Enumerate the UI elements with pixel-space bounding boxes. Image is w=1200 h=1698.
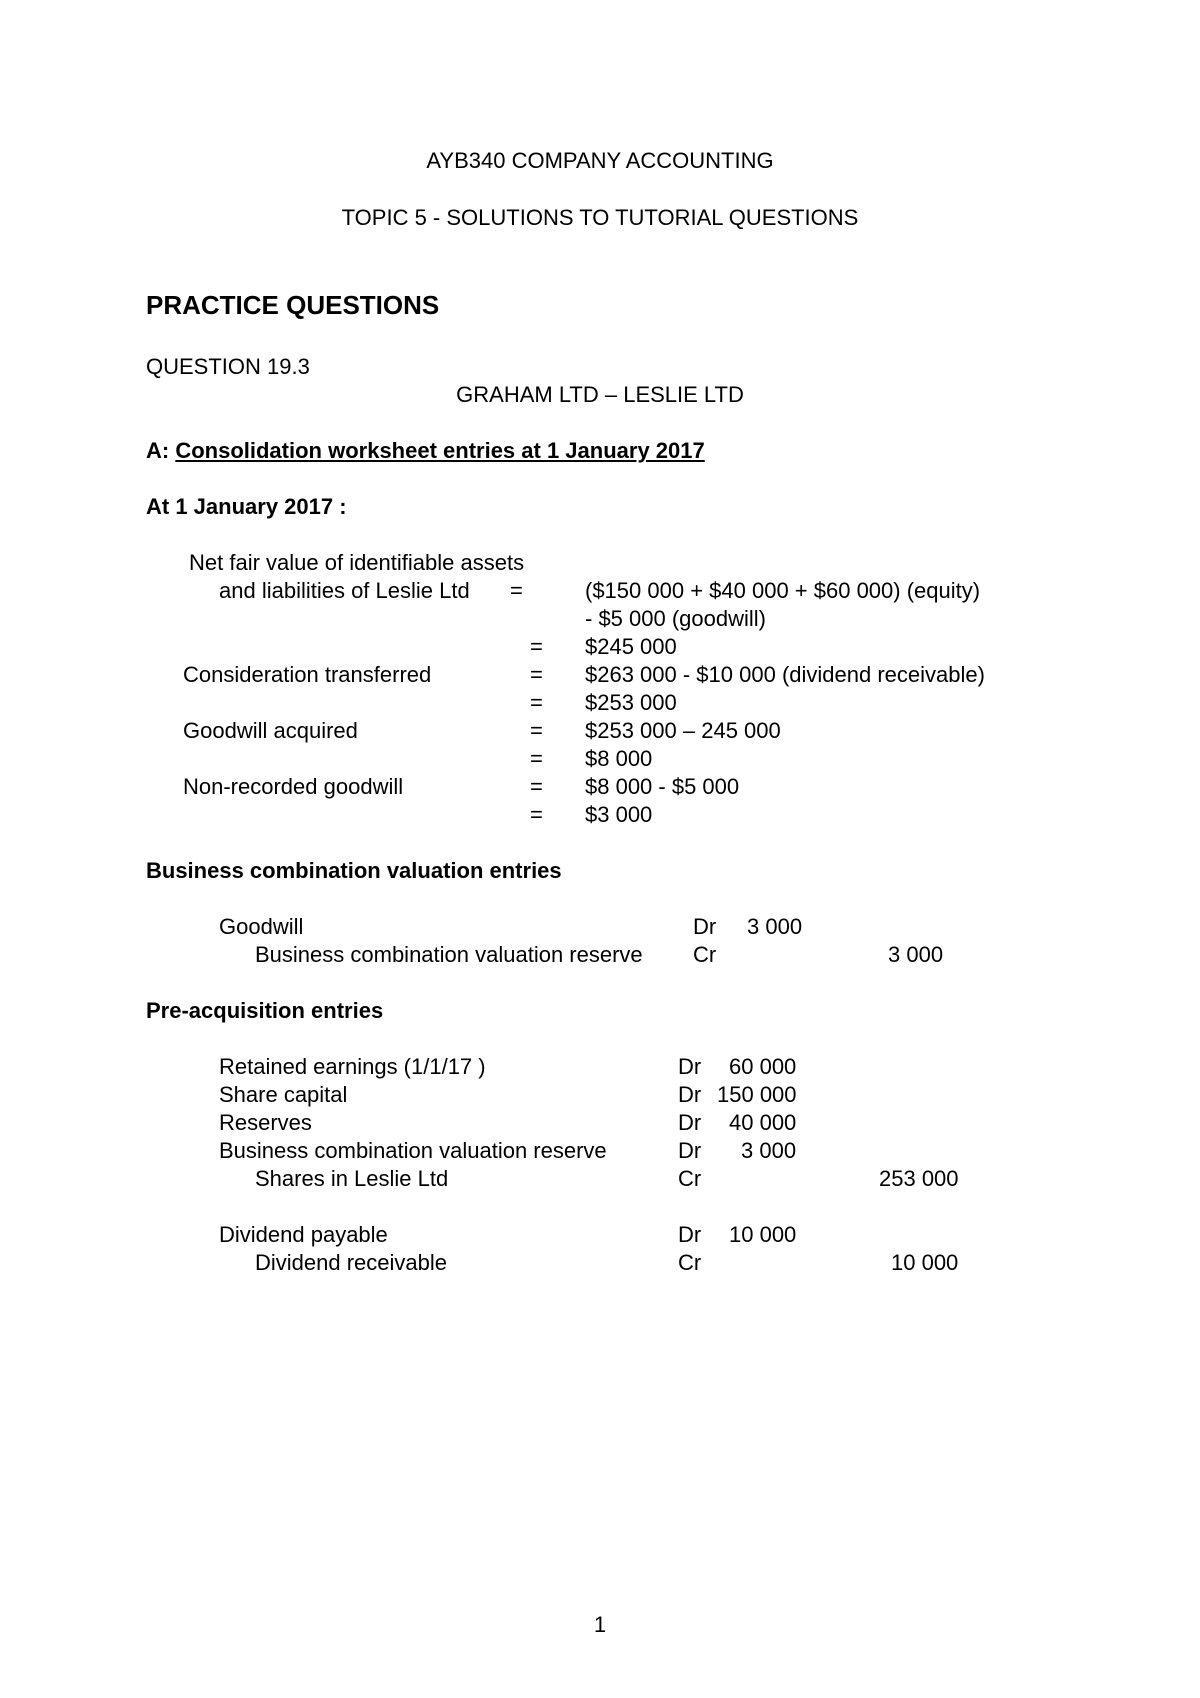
equals-sign: = — [530, 802, 543, 827]
debit-amount: 60 000 — [729, 1054, 797, 1079]
journal-account: Shares in Leslie Ltd — [255, 1166, 449, 1191]
credit-marker: Cr — [678, 1250, 702, 1275]
topic-title: TOPIC 5 - SOLUTIONS TO TUTORIAL QUESTIONS — [341, 205, 859, 230]
equals-sign: = — [530, 634, 543, 659]
question-label: QUESTION 19.3 — [146, 354, 310, 379]
journal-account: Goodwill — [219, 914, 304, 939]
goodwill-total: $8 000 — [585, 746, 653, 771]
bcv-heading: Business combination valuation entries — [146, 858, 562, 883]
debit-amount: 3 000 — [741, 1138, 797, 1163]
goodwill-label: Goodwill acquired — [183, 718, 358, 743]
consideration-total: $253 000 — [585, 690, 677, 715]
journal-account: Business combination valuation reserve — [219, 1138, 607, 1163]
company-names: GRAHAM LTD – LESLIE LTD — [456, 382, 744, 407]
debit-amount: 10 000 — [729, 1222, 797, 1247]
credit-amount: 10 000 — [891, 1250, 959, 1275]
credit-amount: 253 000 — [879, 1166, 959, 1191]
equals-sign: = — [530, 774, 543, 799]
consideration-label: Consideration transferred — [183, 662, 432, 687]
debit-marker: Dr — [693, 914, 717, 939]
at-date-heading: At 1 January 2017 : — [146, 494, 347, 519]
debit-marker: Dr — [678, 1222, 702, 1247]
journal-account: Reserves — [219, 1110, 312, 1135]
goodwill-value: $253 000 – 245 000 — [585, 718, 781, 743]
pre-acquisition-heading: Pre-acquisition entries — [146, 998, 384, 1023]
debit-amount: 3 000 — [747, 914, 803, 939]
debit-marker: Dr — [678, 1110, 702, 1135]
journal-account: Share capital — [219, 1082, 348, 1107]
nonrecorded-goodwill-total: $3 000 — [585, 802, 653, 827]
equals-sign: = — [530, 718, 543, 743]
credit-marker: Cr — [693, 942, 717, 967]
nfv-label-line1: Net fair value of identifiable assets — [189, 550, 525, 575]
nonrecorded-goodwill-label: Non-recorded goodwill — [183, 774, 404, 799]
part-a-title: Consolidation worksheet entries at 1 January 2017 — [175, 438, 705, 463]
page-number: 1 — [593, 1612, 607, 1637]
equals-sign: = — [530, 662, 543, 687]
debit-amount: 150 000 — [717, 1082, 797, 1107]
course-title: AYB340 COMPANY ACCOUNTING — [426, 148, 774, 173]
equals-sign: = — [530, 746, 543, 771]
part-a-prefix: A: — [146, 438, 176, 463]
consideration-value: $263 000 - $10 000 (dividend receivable) — [585, 662, 985, 687]
debit-marker: Dr — [678, 1054, 702, 1079]
nfv-value-line2: - $5 000 (goodwill) — [585, 606, 766, 631]
section-title: PRACTICE QUESTIONS — [146, 290, 440, 320]
journal-account: Retained earnings (1/1/17 ) — [219, 1054, 486, 1079]
journal-account: Dividend receivable — [255, 1250, 447, 1275]
nonrecorded-goodwill-value: $8 000 - $5 000 — [585, 774, 740, 799]
debit-marker: Dr — [678, 1138, 702, 1163]
equals-sign: = — [530, 690, 543, 715]
equals-sign: = — [510, 578, 523, 603]
nfv-label-line2: and liabilities of Leslie Ltd — [219, 578, 470, 603]
debit-marker: Dr — [678, 1082, 702, 1107]
journal-account: Dividend payable — [219, 1222, 388, 1247]
credit-marker: Cr — [678, 1166, 702, 1191]
nfv-total: $245 000 — [585, 634, 677, 659]
credit-amount: 3 000 — [888, 942, 944, 967]
nfv-value-line1: ($150 000 + $40 000 + $60 000) (equity) — [585, 578, 981, 603]
part-a-heading — [146, 440, 705, 462]
debit-amount: 40 000 — [729, 1110, 797, 1135]
journal-account: Business combination valuation reserve — [255, 942, 643, 967]
